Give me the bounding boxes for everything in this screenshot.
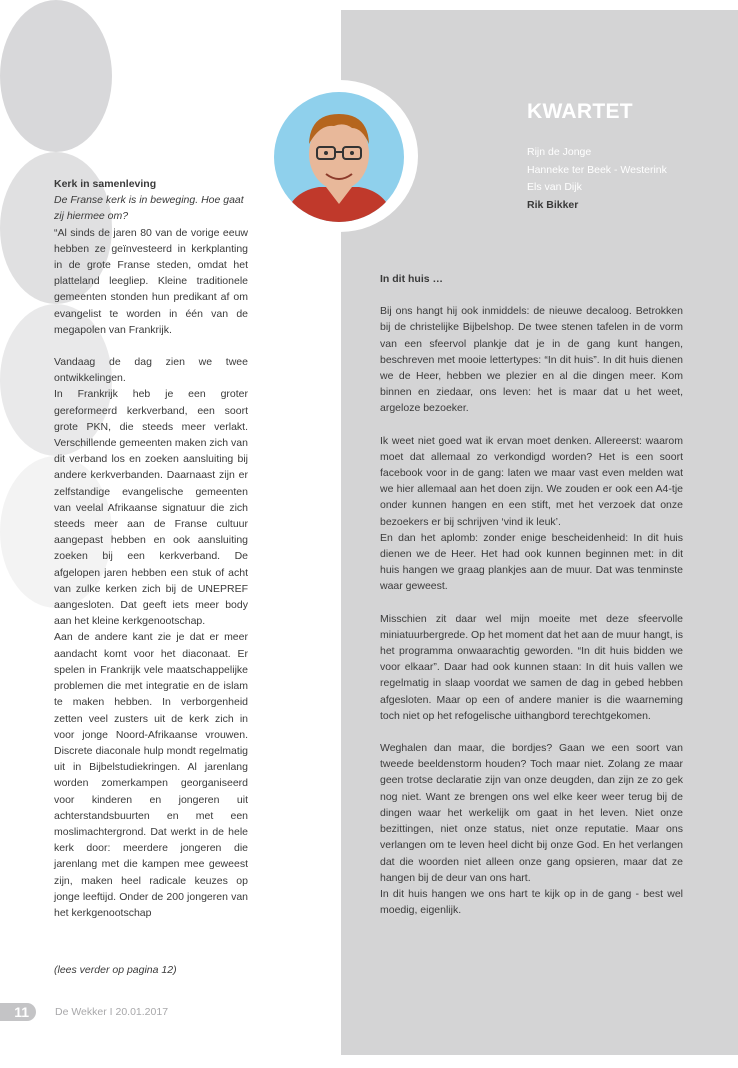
- article-paragraph: Bij ons hangt hij ook inmiddels: de nieuwe decaloog. Betrokken bij de christelijke Bijbelshop. De twee stenen tafelen in de vorm van een sfeervol plankje dat je in de gang kunt hangen, beschreven met mooie lettertypes: “In dit huis”. In dit huis dienen we de Heer, hebben we plezier en al die dingen meer. Kom binnen en ziedaar, ons leven: het is maar dat u het weet, argeloze bezoeker.: [380, 305, 683, 415]
- article-heading: Kerk in samenleving: [54, 178, 157, 190]
- decorative-ring: [0, 0, 112, 152]
- publication-info: De Wekker I 20.01.2017: [55, 1006, 169, 1018]
- author-list: [527, 144, 667, 214]
- article-paragraph: In Frankrijk heb je een groter gereformeerd kerkverband, een soort grote PKN, die steeds meer verlakt. Verschillende gemeenten maken zich van dit verband los en zoeken aansluiting bij andere kerkverbanden. Daarnaast zijn er zelfstandige evangelische gemeenten van veelal Afrikaanse signatuur die zich steeds meer aan de Franse cultuur aangepast hebben en ook aansluiting zoeken bij een kerkverband. De afgelopen jaren hebben een stuk of acht van zulke kerken zich bij de UNEPREF aangesloten. Dat geeft iets meer body aan het kleine kerkgenootschap.: [54, 388, 248, 628]
- page-number: 11: [0, 1003, 36, 1021]
- article-heading: In dit huis …: [380, 273, 443, 285]
- article-paragraph: Weghalen dan maar, die bordjes? Gaan we een soort van tweede beeldenstorm houden? Toch maar niet. Zolang ze maar geen trotse declaratie zijn van onze deugden, dan zijn ze zo gek nog niet. Want ze brengen ons wel elke keer weer terug bij de dingen waar het werkelijk om gaat in het leven. Niet onze bezittingen, niet onze status, niet onze reputatie. Maar ons verlangen om te leven heel dicht bij onze God. En het verlangen dat die woorden niet alleen onze gang opsieren, maar dat ze hangen bij de deur van ons hart.: [380, 742, 683, 884]
- left-article: [54, 176, 248, 921]
- article-paragraph: Misschien zit daar wel mijn moeite met deze sfeervolle miniatuurbergrede. Op het moment dat het aan de muur hangt, is het programma onwaarachtig geworden. “In dit huis bidden we voor elkaar”. Daar had ook kunnen staan: In dit huis vallen we regelmatig in slaap voordat we samen de dag in gebed hebben afgesloten. Maar op een of andere manier is die waarneming toch niet op het refogelische uithangbord terechtgekomen.: [380, 612, 683, 722]
- article-paragraph: Ik weet niet goed wat ik ervan moet denken. Allereerst: waarom moet dat allemaal zo verkondigd worden? Het is een soort facebook voor in de gang: laten we maar vast even melden wat we hier allemaal aan het doen zijn. We zouden er ook een A4-tje onder kunnen hangen en een stift, met het verzoek dat onze bezoekers er bij schrijven ‘vind ik leuk’.: [380, 434, 683, 528]
- article-lead: De Franse kerk is in beweging. Hoe gaat zij hiermee om?: [54, 194, 244, 223]
- article-paragraph: “Al sinds de jaren 80 van de vorige eeuw hebben ze geïnvesteerd in kerkplanting in de grote Franse steden, omdat het platteland leegliep. Kleine traditionele gemeenten stonden hun predikant af om evangelist te worden in één van de megapolen van Frankrijk.: [54, 226, 248, 336]
- right-article: [380, 271, 683, 918]
- continue-note: (lees verder op pagina 12): [54, 964, 177, 976]
- article-paragraph: Aan de andere kant zie je dat er meer aandacht komt voor het diaconaat. Er spelen in Frankrijk vele maatschappelijke problemen die met integratie en de islam te maken hebben. In verborgenheid zetten veel zusters uit de kerk zich in voor jonge Noord-Afrikaanse vrouwen. Discrete diaconale hulp mondt regelmatig uit in Bijbelstudiekringen. Al jarenlang worden zomerkampen georganiseerd voor kinderen en jongeren uit achterstandsbuurten en met een moslimachtergrond. Dat werkt in de hele kerk door: meerdere jongeren die jarenlang met die kampen mee geweest zijn, maken heel radicale keuzes op jonge leeftijd. Onder de 200 jongeren van het kerkgenootschap: [54, 631, 248, 919]
- author-name-active: Rik Bikker: [527, 198, 579, 211]
- author-name: Rijn de Jonge: [527, 146, 592, 158]
- article-paragraph: In dit huis hangen we ons hart te kijk op in de gang - best wel moedig, eigenlijk.: [380, 887, 683, 917]
- page-footer: [0, 1003, 168, 1021]
- column-title: KWARTET: [527, 100, 633, 123]
- author-portrait: [274, 92, 404, 222]
- author-name: Els van Dijk: [527, 181, 582, 193]
- author-name: Hanneke ter Beek - Westerink: [527, 163, 667, 176]
- article-paragraph: Vandaag de dag zien we twee ontwikkelingen.: [54, 356, 248, 385]
- article-paragraph: En dan het aplomb: zonder enige bescheidenheid: In dit huis dienen we de Heer. Het had ook kunnen beginnen met: in dit huis hangen we graag plankjes aan de muur. Dat was tenminste waar geweest.: [380, 531, 683, 593]
- portrait-illustration: [274, 92, 404, 222]
